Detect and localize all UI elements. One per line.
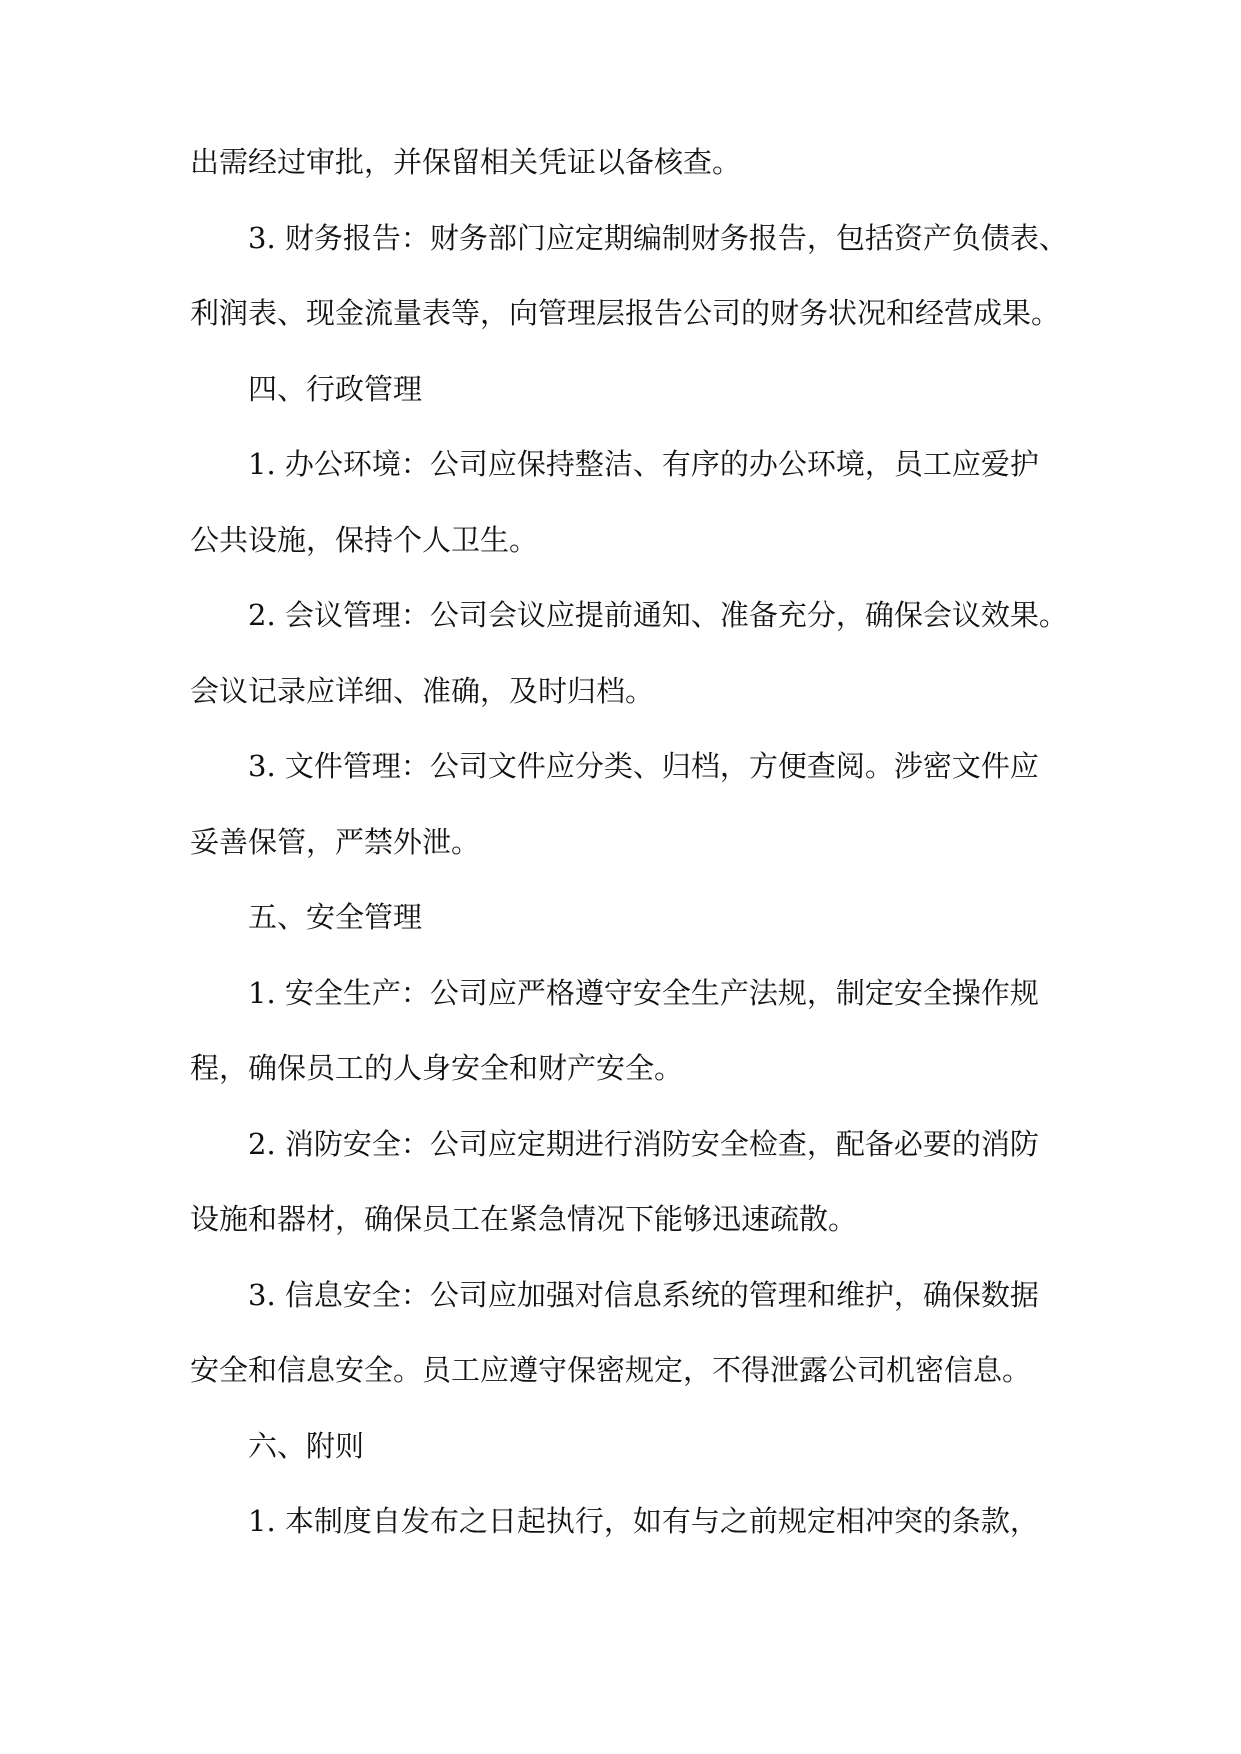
text-line: 1. 办公环境：公司应保持整洁、有序的办公环境，员工应爱护 bbox=[248, 447, 1039, 481]
text-line: 3. 信息安全：公司应加强对信息系统的管理和维护，确保数据 bbox=[248, 1277, 1039, 1312]
document-body bbox=[190, 145, 1070, 1580]
text-line: 3. 文件管理：公司文件应分类、归档，方便查阅。涉密文件应 bbox=[248, 749, 1039, 783]
text-line: 会议记录应详细、准确，及时归档。 bbox=[190, 673, 655, 708]
text-line: 程，确保员工的人身安全和财产安全。 bbox=[190, 1051, 684, 1085]
text-line: 设施和器材，确保员工在紧急情况下能够迅速疏散。 bbox=[190, 1202, 858, 1236]
text-line: 利润表、现金流量表等，向管理层报告公司的财务状况和经营成果。 bbox=[190, 296, 1061, 330]
text-line: 妥善保管，严禁外泄。 bbox=[190, 824, 481, 859]
text-line: 3. 财务报告：财务部门应定期编制财务报告，包括资产负债表、 bbox=[248, 220, 1068, 255]
section-heading: 五、安全管理 bbox=[248, 900, 423, 934]
text-line: 2. 消防安全：公司应定期进行消防安全检查，配备必要的消防 bbox=[248, 1126, 1039, 1161]
text-line: 1. 安全生产：公司应严格遵守安全生产法规，制定安全操作规 bbox=[248, 975, 1039, 1010]
text-line: 2. 会议管理：公司会议应提前通知、准备充分，确保会议效果。 bbox=[248, 598, 1068, 632]
text-line: 1. 本制度自发布之日起执行，如有与之前规定相冲突的条款， bbox=[248, 1504, 1039, 1538]
text-line: 公共设施，保持个人卫生。 bbox=[190, 522, 539, 557]
text-line: 出需经过审批，并保留相关凭证以备核查。 bbox=[190, 145, 742, 179]
section-heading: 六、附则 bbox=[248, 1428, 365, 1463]
section-heading: 四、行政管理 bbox=[248, 371, 423, 406]
text-line: 安全和信息安全。员工应遵守保密规定，不得泄露公司机密信息。 bbox=[190, 1353, 1032, 1387]
